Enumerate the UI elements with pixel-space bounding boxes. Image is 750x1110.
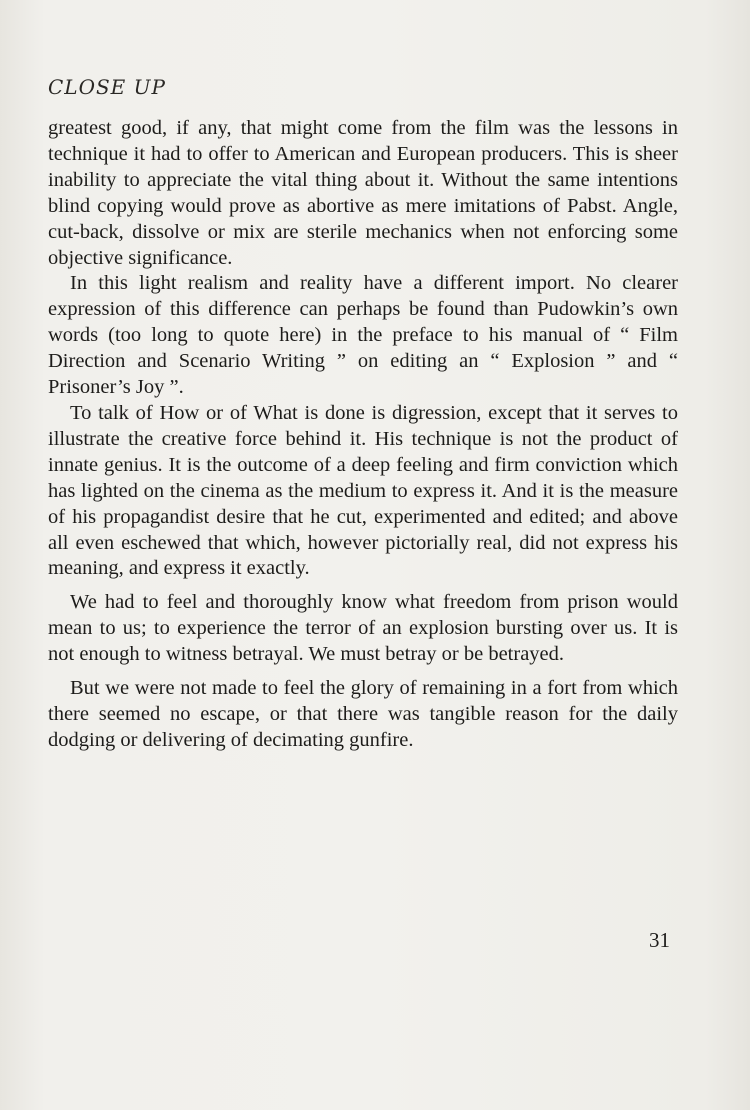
- paragraph: In this light realism and reality have a different import. No clearer expression of this difference can perhaps be found than Pudowkin’s own words (too long to quote here) in the preface to his manual of “ Film Direction and Scenario Writing ” on editing an “ Explosion ” and “ Prisoner’s Joy ”.: [48, 272, 678, 399]
- paragraph: greatest good, if any, that might come from the film was the lessons in technique it had to offer to American and European producers. This is sheer inability to appreciate the vital thing about it. Without the same intentions blind copying would prove as abortive as mere imitations of Pabst. Angle, cut-back, dissolve or mix are sterile mechanics when not enforcing some objective significance.: [48, 117, 678, 269]
- paragraph: But we were not made to feel the glory of remaining in a fort from which there seemed no escape, or that there was tangible reason for the daily dodging or delivering of decimating gunfire.: [48, 677, 678, 751]
- page-number: 31: [649, 928, 670, 952]
- running-head: CLOSE UP: [48, 75, 166, 99]
- body-text: [48, 116, 678, 754]
- paragraph: To talk of How or of What is done is digression, except that it serves to illustrate the creative force behind it. His technique is not the product of innate genius. It is the outcome of a deep feeling and firm conviction which has lighted on the cinema as the medium to express it. And it is the measure of his propagandist desire that he cut, experimented and edited; and above all even eschewed that which, however pictorially real, did not express his meaning, and express it exactly.: [48, 401, 678, 580]
- paragraph: We had to feel and thoroughly know what freedom from prison would mean to us; to experience the terror of an explosion bursting over us. It is not enough to witness betrayal. We must betray or be betrayed.: [48, 591, 678, 666]
